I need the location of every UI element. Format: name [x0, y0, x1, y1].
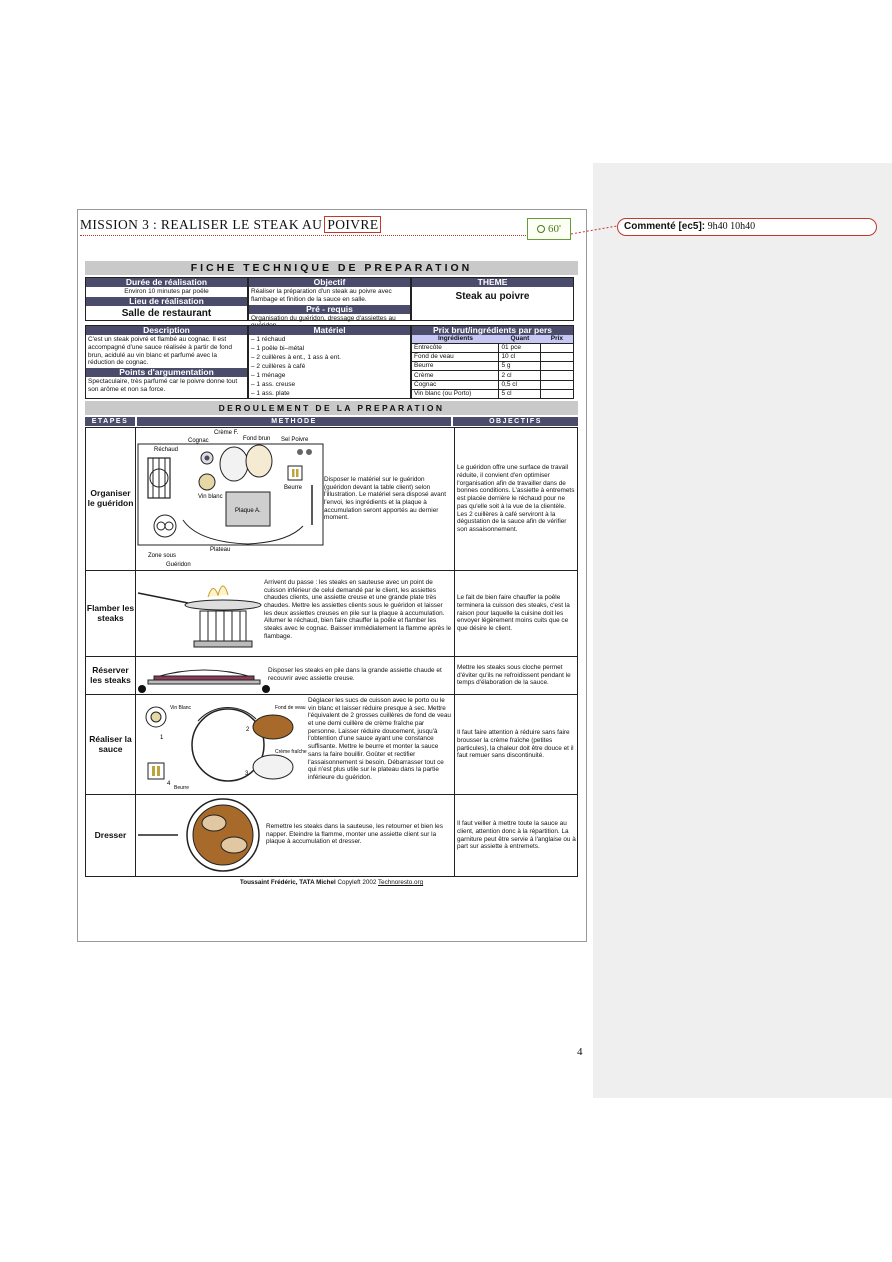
comment-margin-pane [593, 163, 892, 1098]
ingredient-qty: 0,5 cl [499, 380, 541, 389]
duree-value: Environ 10 minutes par poêle [124, 288, 209, 295]
ingredient-price [541, 362, 573, 371]
label-n2: 2 [246, 727, 250, 733]
label-n4: 4 [167, 781, 171, 787]
step-label: Dresser [86, 795, 136, 876]
step-label: Organiser le guéridon [86, 428, 136, 570]
table-row [412, 343, 573, 352]
step-method: Remettre les steaks dans la sauteuse, les retourner et bien les napper. Eteindre la flamme, monter une assiette client sur la plaque à accumulation et dresser. [266, 823, 443, 846]
col-methode: METHODE [137, 417, 451, 426]
label-creme: Crème F. [214, 430, 239, 436]
table-row [412, 362, 573, 371]
argument-header: Points d'argumentation [86, 368, 247, 377]
table-row [412, 380, 573, 389]
step-row [85, 695, 578, 795]
objectif-cell [248, 277, 411, 321]
label-vin: Vin blanc [198, 494, 223, 500]
credit-site-link[interactable]: Technoresto.org [377, 879, 424, 886]
sheet-title: FICHE TECHNIQUE DE PREPARATION [85, 261, 578, 275]
col-objectifs: OBJECTIFS [453, 417, 578, 426]
step-row [85, 657, 578, 695]
table-row [412, 371, 573, 380]
step-label: Réaliser la sauce [86, 695, 136, 794]
column-headers [85, 417, 578, 426]
credit-line [85, 879, 578, 887]
col-ingredients: Ingrédients [412, 335, 499, 343]
reserve-illustration [138, 659, 270, 693]
col-etapes: ETAPES [85, 417, 135, 426]
step-label: Flamber les steaks [86, 571, 136, 656]
ingredient-qty: 2 cl [499, 371, 541, 380]
label-n1: 1 [160, 735, 164, 741]
ingredient-name: Entrecôte [412, 343, 499, 352]
materiel-item: – 1 réchaud [251, 336, 286, 343]
argument-value: Spectaculaire, très parfumé car le poivre donne tout son arôme et non sa force. [88, 378, 238, 393]
materiel-item: – 1 ass. creuse [251, 380, 296, 388]
gueridon-illustration [138, 430, 326, 570]
ingredient-qty: 10 cl [499, 352, 541, 361]
step-row [85, 571, 578, 657]
label-plateau: Plateau [210, 547, 231, 553]
ingredient-price [541, 380, 573, 389]
ingredient-qty: 5 g [499, 362, 541, 371]
ingredient-name: Cognac [412, 380, 499, 389]
label-zone: Zone sous [148, 553, 177, 559]
step-objective: Le guéridon offre une surface de travail réduite, il convient d'en optimiser l'organisation afin de travailler dans de bonnes conditions. L'assiette à entremets est placée derrière le réchaud pour ne pas qu'elle soit à la vue de la clientèle. Les 2 cuillères à café serviront à la dégustation de la sauce afin de vérifier son assaisonnement. [454, 428, 578, 570]
col-prix: Prix [541, 335, 573, 343]
ingredient-price [541, 352, 573, 361]
duree-lieu-cell [85, 277, 248, 321]
materiel-header: Matériel [249, 326, 410, 335]
step-row [85, 427, 578, 571]
flambage-illustration [138, 573, 264, 655]
prereq-header: Pré - requis [249, 305, 410, 314]
materiel-cell [248, 325, 411, 399]
step-method: Disposer les steaks en pile dans la grande assiette chaude et recouvrir avec assiette creuse. [268, 667, 442, 682]
label-rechaud: Réchaud [154, 447, 179, 453]
label-fond-veau: Fond de veau [275, 705, 306, 711]
prix-header: Prix brut/ingrédients par pers [412, 326, 573, 335]
step-objective: Le fait de bien faire chauffer la poêle terminera la cuisson des steaks, c'est la raison pour laquelle la cuisine doit les envoyer légèrement moins cuits que ce que désire le client. [454, 571, 578, 656]
ingredient-name: Vin blanc (ou Porto) [412, 389, 499, 398]
step-objective: Il faut faire attention à réduire sans faire brousser la crème fraîche (petites particules), la chaleur doit être douce et il faut remuer sans discontinuité. [454, 695, 578, 794]
label-gueridon: Guéridon [166, 562, 191, 568]
materiel-item: – 1 poêle bi–métal [251, 344, 305, 352]
step-method: Déglacer les sucs de cuisson avec le porto ou le vin blanc et laisser réduire presque à sec. Mettre l'équivalent de 2 grosses cuillères de fond de veau et une demi cuillère de crème fraîche par personne. Laisser réduire doucement, jusqu'à l'obtention d'une sauce ayant une constance suffisante. Mettre le beurre et monter la sauce sans la faire bouillir. Goûter et rectifier l'assaisonnement si besoin. Débarrasser tout ce qui n'est plus utile sur le plateau dans la partie inférieure du guéridon. [308, 697, 451, 781]
label-beurre: Beurre [174, 785, 190, 791]
mission-title-prefix: MISSION 3 : REALISER LE STEAK AU [80, 217, 323, 232]
ingredient-name: Beurre [412, 362, 499, 371]
ingredient-price [541, 371, 573, 380]
time-box[interactable] [527, 218, 571, 240]
table-row [412, 352, 573, 361]
materiel-item: – 1 ménage [251, 371, 286, 379]
technical-sheet [85, 261, 578, 886]
step-method: Disposer le matériel sur le guéridon (guéridon devant la table client) selon l'illustration. Le matériel sera disposé avant l'envoi, les ingrédients et la plaque à accumulation seront apportés au dernier moment. [324, 476, 446, 522]
ingredient-qty: 01 pce [499, 343, 541, 352]
page-number: 4 [577, 1046, 583, 1058]
ingredient-price [541, 343, 573, 352]
objectif-value: Réaliser la préparation d'un steak au poivre avec flambage et finition de la sauce en salle. [251, 288, 392, 303]
label-fond: Fond brun [243, 436, 271, 442]
materiel-item: – 2 cuillères à café [251, 362, 306, 370]
mission-title[interactable] [80, 217, 381, 233]
materiel-item: – 1 ass. plate [251, 389, 290, 397]
description-cell [85, 325, 248, 399]
theme-cell [411, 277, 574, 321]
clock-icon [537, 225, 545, 233]
theme-header: THEME [412, 278, 573, 287]
step-row [85, 795, 578, 877]
theme-value: Steak au poivre [455, 291, 530, 302]
label-creme-fraiche: Crème fraîche [275, 749, 307, 755]
credit-copyleft: Copyleft 2002 [337, 879, 377, 886]
step-method: Arrivent du passe : les steaks en sauteuse avec un point de cuisson inférieur de celui demandé par le client, les assiettes chaudes clients, une assiette creuse et une grande plate très chaudes. Mettre les assiettes clients sous le guéridon et laisser les deux assiettes creuses en pile sur la plaque à accumulation. Allumer le réchaud, bien faire chauffer la poêle et flamber les steaks avec le cognac. Baisser immédiatement la flamme après le flambage. [264, 579, 452, 640]
prereq-value: Organisation du guéridon, dressage d'assiettes au [251, 314, 396, 322]
lieu-header: Lieu de réalisation [86, 297, 247, 306]
ingredient-price [541, 389, 573, 398]
step-objective: Mettre les steaks sous cloche permet d'éviter qu'ils ne refroidissent pendant le temps d'élaboration de la sauce. [454, 657, 578, 694]
dresser-illustration [138, 797, 268, 875]
label-vin-blanc: Vin Blanc [170, 705, 192, 711]
comment-text: 9h40 10h40 [707, 221, 756, 232]
ingredients-table [412, 335, 573, 399]
description-value: C'est un steak poivré et flambé au cognac. Il est accompagné d'une sauce réalisée à partir de fond brun, acidulé au vin blanc et parfumé avec la réduction de cognac. [88, 336, 232, 367]
prix-cell [411, 325, 574, 399]
label-n3: 3 [245, 771, 249, 777]
materiel-item: – 2 cuillères à ent., 1 ass à ent. [251, 353, 341, 361]
commented-word[interactable]: POIVRE [324, 216, 381, 233]
col-quant: Quant [499, 335, 541, 343]
label-cognac: Cognac [188, 438, 209, 444]
ingredient-name: Crème [412, 371, 499, 380]
ingredient-qty: 5 cl [499, 389, 541, 398]
comment-anchor-rule [80, 235, 530, 236]
step-label: Réserver les steaks [86, 657, 136, 694]
comment-balloon[interactable] [617, 218, 877, 236]
label-plaque: Plaque A. [235, 508, 261, 514]
time-value: 60' [548, 223, 561, 235]
duree-header: Durée de réalisation [86, 278, 247, 287]
deroulement-title: DEROULEMENT DE LA PREPARATION [85, 401, 578, 415]
comment-author: Commenté [ec5]: [624, 221, 706, 232]
ingredient-name: Fond de veau [412, 352, 499, 361]
label-beurre: Beurre [284, 485, 303, 491]
credit-authors: Toussaint Frédéric, TATA Michel [239, 879, 336, 886]
step-objective: Il faut veiller à mettre toute la sauce au client, attention donc à la répartition. La garniture peut être servie à l'anglaise ou à part sur assiette à entremets. [454, 795, 578, 876]
sauce-illustration [138, 697, 308, 793]
label-sel: Sel Poivre [281, 437, 309, 443]
description-header: Description [86, 326, 247, 335]
table-row [412, 389, 573, 398]
objectif-header: Objectif [249, 278, 410, 287]
lieu-value: Salle de restaurant [121, 307, 212, 319]
